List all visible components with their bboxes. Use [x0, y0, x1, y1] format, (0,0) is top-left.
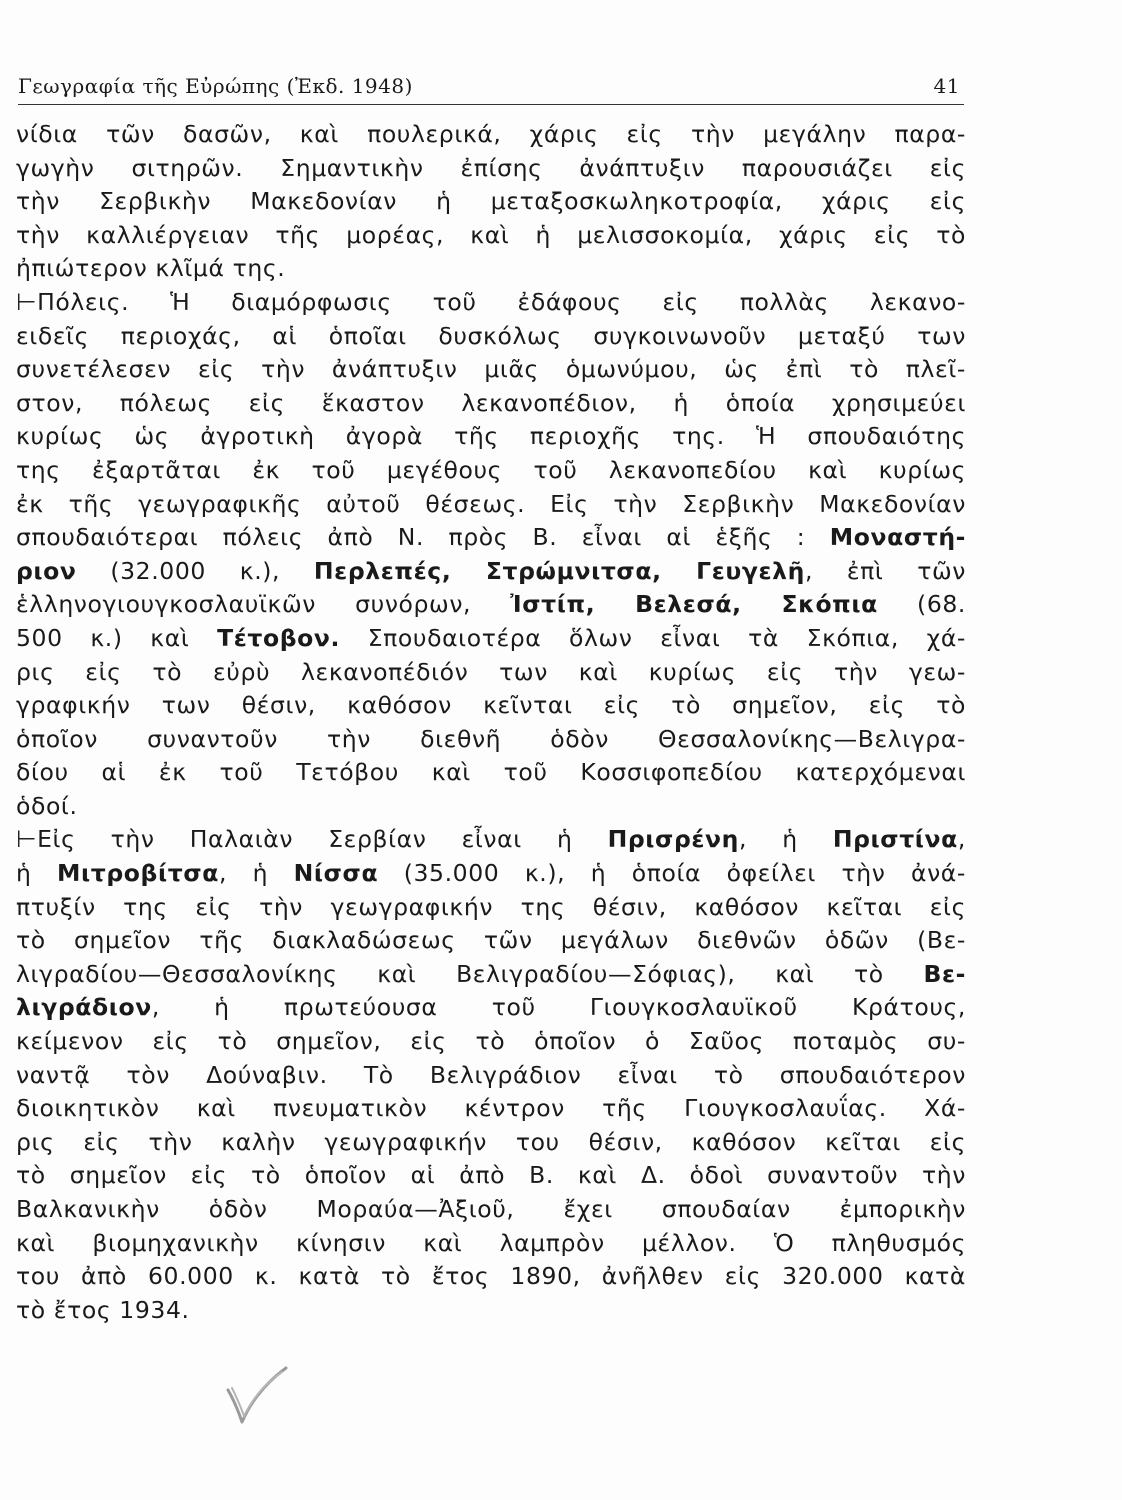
text-line: του ἀπὸ 60.000 κ. κατὰ τὸ ἔτος 1890, ἀνῆλθεν εἰς 320.000 κατὰ: [16, 1262, 966, 1291]
text-line: σπουδαιότεραι πόλεις ἀπὸ Ν. πρὸς Β. εἶναι αἱ ἑξῆς : Μοναστή-: [16, 523, 966, 552]
text-line: ὁδοί.: [16, 791, 78, 820]
text-line: τὸ σημεῖον τῆς διακλαδώσεως τῶν μεγάλων διεθνῶν ὁδῶν (Βε-: [16, 926, 966, 955]
text-line: λιγράδιον, ἡ πρωτεύουσα τοῦ Γιουγκοσλαυϊκοῦ Κράτους,: [16, 993, 966, 1022]
text-line: δίου αἱ ἐκ τοῦ Τετόβου καὶ τοῦ Κοσσιφοπεδίου κατερχόμεναι: [16, 758, 966, 787]
header-rule: [18, 104, 964, 105]
checkmark-icon: [222, 1360, 292, 1430]
handwritten-mark: ⊢: [16, 287, 38, 316]
text-line: ναντᾷ τὸν Δούναβιν. Τὸ Βελιγράδιον εἶναι τὸ σπουδαιότερον: [16, 1060, 966, 1089]
text-line: τὸ σημεῖον εἰς τὸ ὁποῖον αἱ ἀπὸ Β. καὶ Δ. ὁδοὶ συναντοῦν τὴν: [16, 1161, 966, 1190]
text-line: ὁποῖον συναντοῦν τὴν διεθνῆ ὁδὸν Θεσσαλονίκης—Βελιγρα-: [16, 724, 966, 753]
page-number: 41: [933, 74, 960, 98]
text-line: ἑλληνογιουγκοσλαυϊκῶν συνόρων, Ἰστίπ, Βελεσά, Σκόπια (68.: [16, 590, 966, 619]
text-line: ⊢Εἰς τὴν Παλαιὰν Σερβίαν εἶναι ἡ Πρισρένη, ἡ Πριστίνα,: [16, 825, 966, 854]
text-line: κυρίως ὡς ἀγροτικὴ ἀγορὰ τῆς περιοχῆς της. Ἡ σπουδαιότης: [16, 422, 966, 451]
text-line: γραφικήν των θέσιν, καθόσον κεῖνται εἰς τὸ σημεῖον, εἰς τὸ: [16, 691, 966, 720]
text-line: στον, πόλεως εἰς ἕκαστον λεκανοπέδιον, ἡ ὁποία χρησιμεύει: [16, 388, 966, 417]
text-line: Βαλκανικὴν ὁδὸν Μοραύα—Ἀξιοῦ, ἔχει σπουδαίαν ἐμπορικὴν: [16, 1195, 966, 1223]
text-line: τὸ ἔτος 1934.: [16, 1295, 190, 1324]
body-text: [16, 118, 966, 1327]
text-line: λιγραδίου—Θεσσαλονίκης καὶ Βελιγραδίου—Σόφιας), καὶ τὸ Βε-: [16, 959, 966, 988]
text-line: της ἐξαρτᾶται ἐκ τοῦ μεγέθους τοῦ λεκανοπεδίου καὶ κυρίως: [16, 455, 966, 484]
text-line: γωγὴν σιτηρῶν. Σημαντικὴν ἐπίσης ἀνάπτυξιν παρουσιάζει εἰς: [16, 153, 966, 182]
text-line: ρις εἰς τὸ εὐρὺ λεκανοπέδιόν των καὶ κυρίως εἰς τὴν γεω-: [16, 657, 966, 686]
text-line: συνετέλεσεν εἰς τὴν ἀνάπτυξιν μιᾶς ὁμωνύμου, ὡς ἐπὶ τὸ πλεῖ-: [16, 355, 966, 384]
text-line: κείμενον εἰς τὸ σημεῖον, εἰς τὸ ὁποῖον ὁ Σαῦος ποταμὸς συ-: [16, 1027, 966, 1056]
text-line: ⊢Πόλεις. Ἡ διαμόρφωσις τοῦ ἐδάφους εἰς πολλὰς λεκανο-: [16, 287, 966, 316]
text-line: διοικητικὸν καὶ πνευματικὸν κέντρον τῆς Γιουγκοσλαυΐας. Χά-: [16, 1094, 966, 1123]
text-line: ἡ Μιτροβίτσα, ἡ Νίσσα (35.000 κ.), ἡ ὁποία ὀφείλει τὴν ἀνά-: [16, 859, 966, 888]
running-title: Γεωγραφία τῆς Εὐρώπης (Ἐκδ. 1948): [18, 74, 413, 98]
text-line: καὶ βιομηχανικὴν κίνησιν καὶ λαμπρὸν μέλλον. Ὁ πληθυσμός: [16, 1228, 966, 1257]
text-line: 500 κ.) καὶ Τέτοβον. Σπουδαιοτέρα ὅλων εἶναι τὰ Σκόπια, χά-: [16, 623, 966, 652]
text-line: ρις εἰς τὴν καλὴν γεωγραφικήν του θέσιν, καθόσον κεῖται εἰς: [16, 1127, 966, 1156]
text-line: πτυξίν της εἰς τὴν γεωγραφικήν της θέσιν, καθόσον κεῖται εἰς: [16, 892, 966, 921]
running-header: [18, 74, 962, 106]
text-line: τὴν Σερβικὴν Μακεδονίαν ἡ μεταξοσκωληκοτροφία, χάρις εἰς: [16, 187, 966, 216]
text-line: νίδια τῶν δασῶν, καὶ πουλερικά, χάρις εἰς τὴν μεγάλην παρα-: [16, 120, 966, 148]
text-line: ἐκ τῆς γεωγραφικῆς αὐτοῦ θέσεως. Εἰς τὴν Σερβικὴν Μακεδονίαν: [16, 489, 966, 518]
text-line: ριον (32.000 κ.), Περλεπές, Στρώμνιτσα, Γευγελῆ, ἐπὶ τῶν: [16, 556, 966, 585]
handwritten-mark: ⊢: [16, 825, 38, 854]
text-line: ειδεῖς περιοχάς, αἱ ὁποῖαι δυσκόλως συγκοινωνοῦν μεταξύ των: [16, 321, 966, 350]
text-line: τὴν καλλιέργειαν τῆς μορέας, καὶ ἡ μελισσοκομία, χάρις εἰς τὸ: [16, 220, 966, 249]
text-line: ἠπιώτερον κλῖμά της.: [16, 254, 286, 283]
